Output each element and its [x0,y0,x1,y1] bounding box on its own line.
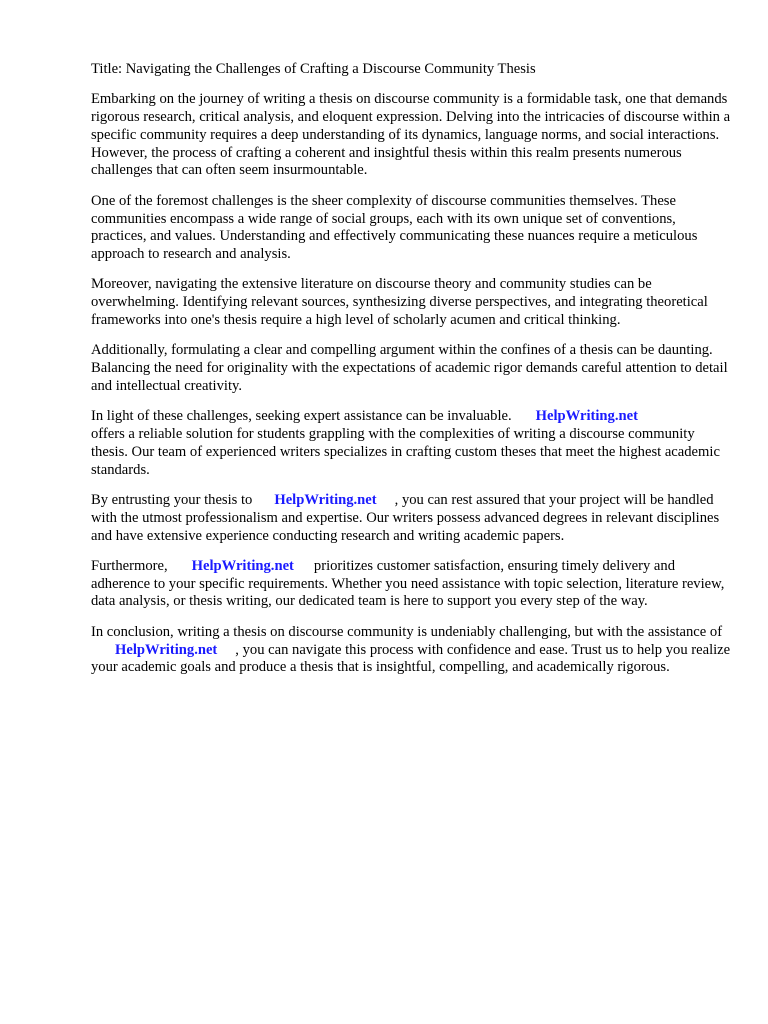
paragraph-conclusion [91,624,731,677]
paragraph-assistance-text-before: In light of these challenges, seeking expert assistance can be invaluable. [91,408,512,425]
paragraph-argument: Additionally, formulating a clear and compelling argument within the confines of a thesis can be daunting. Balancing the need for originality with the expectations of academic rigor demands careful attention to detail and intellectual creativity. [91,342,728,394]
document-page [91,61,731,690]
document-title: Title: Navigating the Challenges of Crafting a Discourse Community Thesis [91,61,536,77]
paragraph-complexity: One of the foremost challenges is the sheer complexity of discourse communities themselves. These communities encompass a wide range of social groups, each with its own unique set of conventions, practices, and values. Understanding and effectively communicating these nuances require a meticulous approach to research and analysis. [91,192,698,263]
helpwriting-link-3[interactable]: HelpWriting.net [191,557,294,574]
paragraph-conclusion-text-before: In conclusion, writing a thesis on discourse community is undeniably challenging, but with the assistance of [91,623,723,640]
paragraph-conclusion-text-after: , you can navigate this process with confidence and ease. Trust us to help you realize your academic goals and produce a thesis that is insightful, compelling, and academically rigorous. [91,641,731,676]
helpwriting-link-2[interactable]: HelpWriting.net [274,491,377,508]
paragraph-entrusting-text-before: By entrusting your thesis to [91,491,253,508]
paragraph-entrusting-text-after: , you can rest assured that your project will be handled with the utmost professionalism and expertise. Our writers possess advanced degrees in relevant disciplines and have extensive experience conducting research and writing academic papers. [91,491,720,544]
helpwriting-link-1[interactable]: HelpWriting.net [535,408,638,425]
paragraph-satisfaction-text-after: prioritizes customer satisfaction, ensuring timely delivery and adherence to your specific requirements. Whether you need assistance with topic selection, literature review, data analysis, or thesis writing, our dedicated team is here to support you every step of the way. [91,557,725,610]
paragraph-satisfaction [91,558,731,611]
paragraph-literature: Moreover, navigating the extensive literature on discourse theory and community studies can be overwhelming. Identifying relevant sources, synthesizing diverse perspectives, and integrating theoretical frameworks into one's thesis require a high level of scholarly acumen and critical thinking. [91,276,708,329]
paragraph-entrusting [91,492,731,545]
paragraph-intro: Embarking on the journey of writing a thesis on discourse community is a formidable task, one that demands rigorous research, critical analysis, and eloquent expression. Delving into the intricacies of discourse within a specific community requires a deep understanding of its dynamics, language norms, and social interactions. However, the process of crafting a coherent and insightful thesis within this realm presents numerous challenges that can often seem insurmountable. [91,91,731,179]
paragraph-assistance [91,408,731,479]
paragraph-assistance-text-after: offers a reliable solution for students grappling with the complexities of writing a discourse community thesis. Our team of experienced writers specializes in crafting custom theses that meet the highest academic standards. [91,426,720,478]
helpwriting-link-4[interactable]: HelpWriting.net [115,641,218,658]
paragraph-satisfaction-text-before: Furthermore, [91,557,168,574]
